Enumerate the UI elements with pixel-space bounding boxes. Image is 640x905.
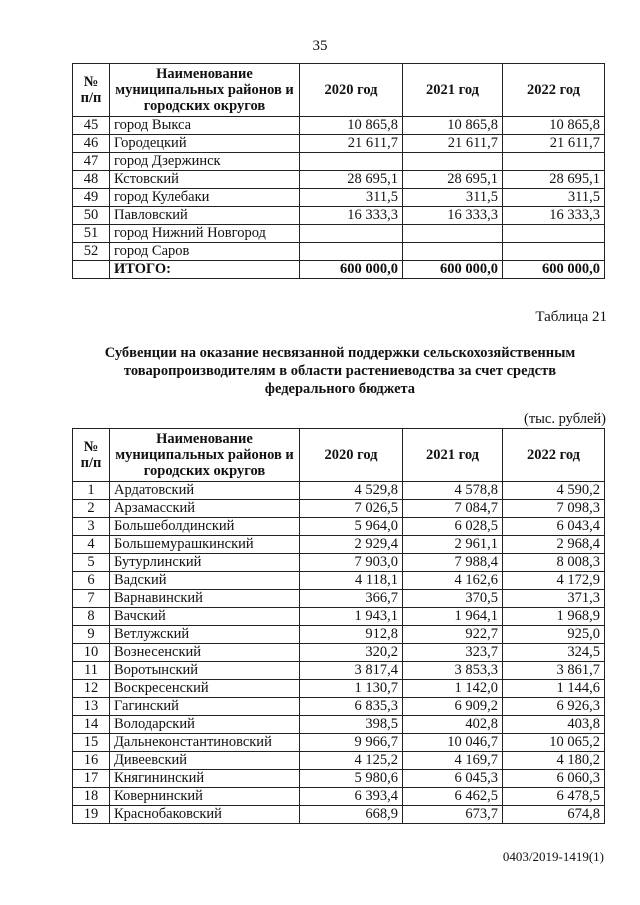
table-row	[73, 806, 605, 824]
table-row	[73, 207, 605, 225]
cell-2020: 6 835,3	[300, 698, 403, 716]
cell-2020: 10 865,8	[300, 117, 403, 135]
cell-num: 5	[73, 554, 110, 572]
cell-name: Дивеевский	[110, 752, 300, 770]
cell-num: 48	[73, 171, 110, 189]
table-row	[73, 482, 605, 500]
cell-2021: 7 988,4	[403, 554, 503, 572]
cell-2021: 4 578,8	[403, 482, 503, 500]
cell-2022: 6 926,3	[503, 698, 605, 716]
cell-num: 18	[73, 788, 110, 806]
cell-2021: 673,7	[403, 806, 503, 824]
cell-num: 16	[73, 752, 110, 770]
cell-2020: 1 943,1	[300, 608, 403, 626]
table-row	[73, 554, 605, 572]
table-header-row	[73, 429, 605, 482]
column-header-2021: 2021 год	[403, 429, 503, 482]
cell-2022: 371,3	[503, 590, 605, 608]
table-label: Таблица 21	[535, 309, 607, 325]
cell-name: Княгининский	[110, 770, 300, 788]
cell-2020: 16 333,3	[300, 207, 403, 225]
table-row	[73, 518, 605, 536]
cell-num: 17	[73, 770, 110, 788]
cell-2022: 4 180,2	[503, 752, 605, 770]
column-header-num: № п/п	[73, 64, 110, 117]
cell-2020: 6 393,4	[300, 788, 403, 806]
cell-name: Вачский	[110, 608, 300, 626]
column-header-num: № п/п	[73, 429, 110, 482]
cell-num: 12	[73, 680, 110, 698]
table-row	[73, 135, 605, 153]
cell-name: город Выкса	[110, 117, 300, 135]
cell-2022: 4 172,9	[503, 572, 605, 590]
cell-2020: 4 125,2	[300, 752, 403, 770]
cell-2022: 6 060,3	[503, 770, 605, 788]
cell-num: 9	[73, 626, 110, 644]
cell-name: город Кулебаки	[110, 189, 300, 207]
cell-num: 13	[73, 698, 110, 716]
cell-name: Вадский	[110, 572, 300, 590]
cell-2021: 4 162,6	[403, 572, 503, 590]
table-row	[73, 189, 605, 207]
cell-2022: 600 000,0	[503, 261, 605, 279]
cell-2022: 311,5	[503, 189, 605, 207]
cell-2020: 5 964,0	[300, 518, 403, 536]
cell-num: 46	[73, 135, 110, 153]
document-code: 0403/2019-1419(1)	[502, 849, 604, 864]
cell-name: Кстовский	[110, 171, 300, 189]
cell-name: город Саров	[110, 243, 300, 261]
crop-support-subsidy-table	[72, 428, 605, 824]
table-row	[73, 734, 605, 752]
table-row	[73, 716, 605, 734]
table-row	[73, 500, 605, 518]
column-header-2021: 2021 год	[403, 64, 503, 117]
table-row	[73, 788, 605, 806]
cell-2020: 3 817,4	[300, 662, 403, 680]
cell-2022	[503, 153, 605, 171]
cell-2021: 6 462,5	[403, 788, 503, 806]
table-row	[73, 572, 605, 590]
cell-2022: 21 611,7	[503, 135, 605, 153]
cell-num: 47	[73, 153, 110, 171]
column-header-2020: 2020 год	[300, 64, 403, 117]
cell-num: 49	[73, 189, 110, 207]
cell-num: 45	[73, 117, 110, 135]
cell-2021: 21 611,7	[403, 135, 503, 153]
units-label: (тыс. рублей)	[524, 411, 606, 427]
cell-2020: 311,5	[300, 189, 403, 207]
cell-2022	[503, 243, 605, 261]
cell-num: 51	[73, 225, 110, 243]
page-number: 35	[312, 38, 328, 54]
cell-2022: 1 968,9	[503, 608, 605, 626]
cell-2020: 5 980,6	[300, 770, 403, 788]
table-row	[73, 117, 605, 135]
table-row	[73, 225, 605, 243]
cell-2022: 8 008,3	[503, 554, 605, 572]
cell-2021: 922,7	[403, 626, 503, 644]
column-header-2022: 2022 год	[503, 429, 605, 482]
table-header-row	[73, 64, 605, 117]
cell-2022: 6 478,5	[503, 788, 605, 806]
cell-2020	[300, 225, 403, 243]
cell-num: 52	[73, 243, 110, 261]
cell-num: 11	[73, 662, 110, 680]
cell-2021: 3 853,3	[403, 662, 503, 680]
municipal-subsidy-table-continued	[72, 63, 605, 279]
cell-name: Володарский	[110, 716, 300, 734]
cell-2020: 7 903,0	[300, 554, 403, 572]
column-header-2022: 2022 год	[503, 64, 605, 117]
cell-2020: 398,5	[300, 716, 403, 734]
cell-2020: 4 118,1	[300, 572, 403, 590]
cell-name: ИТОГО:	[110, 261, 300, 279]
cell-num: 10	[73, 644, 110, 662]
cell-2022: 7 098,3	[503, 500, 605, 518]
cell-name: Вознесенский	[110, 644, 300, 662]
cell-2022: 28 695,1	[503, 171, 605, 189]
cell-2020: 668,9	[300, 806, 403, 824]
cell-2020: 7 026,5	[300, 500, 403, 518]
cell-2022: 10 065,2	[503, 734, 605, 752]
cell-name: Павловский	[110, 207, 300, 225]
table-row	[73, 626, 605, 644]
cell-num: 3	[73, 518, 110, 536]
cell-2020: 366,7	[300, 590, 403, 608]
cell-num: 4	[73, 536, 110, 554]
cell-2021: 1 142,0	[403, 680, 503, 698]
cell-2021: 1 964,1	[403, 608, 503, 626]
cell-2020: 600 000,0	[300, 261, 403, 279]
column-header-name: Наименование муниципальных районов и городских округов	[110, 64, 300, 117]
cell-2022: 324,5	[503, 644, 605, 662]
table-row	[73, 662, 605, 680]
cell-name: Ветлужский	[110, 626, 300, 644]
table-title: Субвенции на оказание несвязанной поддержки сельскохозяйственным товаропроизводителям в области растениеводства за счет средств федерального бюджета	[104, 345, 576, 397]
cell-2021	[403, 153, 503, 171]
cell-num: 15	[73, 734, 110, 752]
column-header-name: Наименование муниципальных районов и городских округов	[110, 429, 300, 482]
cell-name: Арзамасский	[110, 500, 300, 518]
cell-num: 50	[73, 207, 110, 225]
table-row	[73, 680, 605, 698]
cell-2020	[300, 153, 403, 171]
cell-2020: 1 130,7	[300, 680, 403, 698]
cell-name: Городецкий	[110, 135, 300, 153]
cell-2021: 10 865,8	[403, 117, 503, 135]
table-row	[73, 171, 605, 189]
cell-2021: 6 028,5	[403, 518, 503, 536]
cell-2022	[503, 225, 605, 243]
cell-2021: 28 695,1	[403, 171, 503, 189]
cell-2021: 16 333,3	[403, 207, 503, 225]
table-row	[73, 153, 605, 171]
table-row	[73, 536, 605, 554]
cell-2020: 320,2	[300, 644, 403, 662]
cell-name: Гагинский	[110, 698, 300, 716]
cell-num: 14	[73, 716, 110, 734]
cell-num: 6	[73, 572, 110, 590]
cell-num: 1	[73, 482, 110, 500]
cell-2022: 925,0	[503, 626, 605, 644]
cell-name: Краснобаковский	[110, 806, 300, 824]
cell-2021: 7 084,7	[403, 500, 503, 518]
table-total-row	[73, 261, 605, 279]
cell-2020: 912,8	[300, 626, 403, 644]
cell-2021: 600 000,0	[403, 261, 503, 279]
cell-2022: 16 333,3	[503, 207, 605, 225]
cell-2021: 323,7	[403, 644, 503, 662]
cell-2021: 370,5	[403, 590, 503, 608]
cell-2020: 28 695,1	[300, 171, 403, 189]
cell-name: Ковернинский	[110, 788, 300, 806]
cell-2022: 6 043,4	[503, 518, 605, 536]
cell-2020: 9 966,7	[300, 734, 403, 752]
cell-name: город Дзержинск	[110, 153, 300, 171]
cell-num: 2	[73, 500, 110, 518]
cell-num: 7	[73, 590, 110, 608]
cell-2021: 2 961,1	[403, 536, 503, 554]
cell-2021: 6 909,2	[403, 698, 503, 716]
table-row	[73, 608, 605, 626]
cell-2021: 10 046,7	[403, 734, 503, 752]
cell-2021	[403, 243, 503, 261]
cell-2020: 2 929,4	[300, 536, 403, 554]
cell-2022: 674,8	[503, 806, 605, 824]
cell-name: город Нижний Новгород	[110, 225, 300, 243]
cell-num: 19	[73, 806, 110, 824]
table-row	[73, 752, 605, 770]
cell-name: Варнавинский	[110, 590, 300, 608]
cell-2022: 4 590,2	[503, 482, 605, 500]
table-row	[73, 644, 605, 662]
cell-2020: 4 529,8	[300, 482, 403, 500]
cell-2021	[403, 225, 503, 243]
cell-2022: 1 144,6	[503, 680, 605, 698]
cell-name: Бутурлинский	[110, 554, 300, 572]
table-row	[73, 698, 605, 716]
cell-2022: 403,8	[503, 716, 605, 734]
cell-2021: 311,5	[403, 189, 503, 207]
cell-name: Ардатовский	[110, 482, 300, 500]
cell-2020: 21 611,7	[300, 135, 403, 153]
cell-2022: 3 861,7	[503, 662, 605, 680]
cell-2020	[300, 243, 403, 261]
cell-2021: 6 045,3	[403, 770, 503, 788]
cell-num: 8	[73, 608, 110, 626]
table-row	[73, 243, 605, 261]
column-header-2020: 2020 год	[300, 429, 403, 482]
cell-name: Воротынский	[110, 662, 300, 680]
cell-num	[73, 261, 110, 279]
cell-name: Большеболдинский	[110, 518, 300, 536]
cell-name: Воскресенский	[110, 680, 300, 698]
cell-2022: 2 968,4	[503, 536, 605, 554]
table-row	[73, 770, 605, 788]
table-row	[73, 590, 605, 608]
cell-name: Дальнеконстантиновский	[110, 734, 300, 752]
cell-2022: 10 865,8	[503, 117, 605, 135]
cell-2021: 402,8	[403, 716, 503, 734]
cell-2021: 4 169,7	[403, 752, 503, 770]
cell-name: Большемурашкинский	[110, 536, 300, 554]
